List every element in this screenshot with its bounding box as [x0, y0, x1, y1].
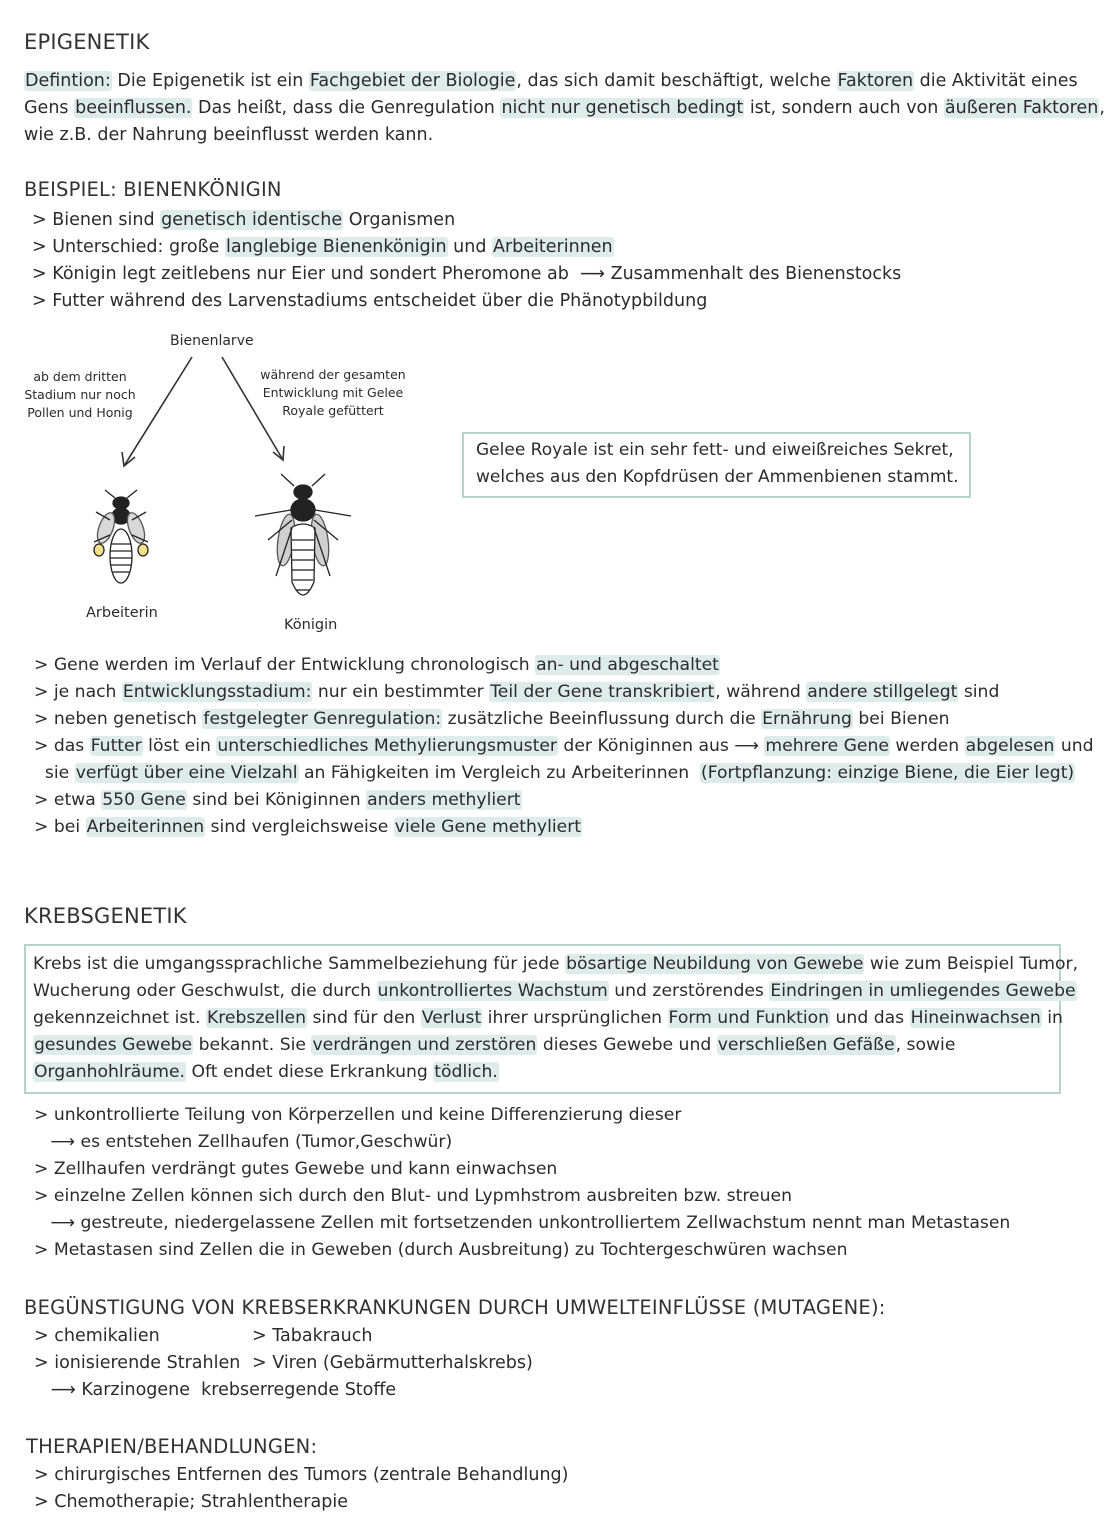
text-run: werden	[889, 736, 965, 756]
text-run: an Fähigkeiten im Vergleich zu Arbeiterinnen	[298, 763, 701, 783]
text-run: > Bienen sind	[32, 210, 161, 230]
text-run: die Aktivität eines	[914, 71, 1078, 91]
text-run: zusätzliche Beeinflussung durch die	[442, 709, 762, 729]
text-run: Wucherung oder Geschwulst, die durch	[33, 981, 377, 1001]
text-run: > etwa	[34, 790, 102, 810]
text-run: nur ein bestimmter	[312, 682, 490, 702]
heading-epigenetik: EPIGENETIK	[24, 30, 150, 54]
highlighted-text: Krebszellen	[206, 1008, 306, 1028]
worker-bee-icon	[94, 490, 148, 583]
krebs-points-list	[34, 1102, 1010, 1264]
text-line	[33, 1032, 1078, 1059]
highlighted-text: nicht nur genetisch bedingt	[501, 98, 744, 118]
text-run: sind vergleichsweise	[205, 817, 394, 837]
text-run: wie z.B. der Nahrung beeinflusst werden kann.	[24, 125, 434, 145]
text-run: ⟶ gestreute, niedergelassene Zellen mit fortsetzenden unkontrolliertem Zellwachstum nennt man Metastasen	[34, 1213, 1011, 1233]
queen-label: Königin	[284, 617, 338, 633]
text-line	[34, 1210, 1010, 1237]
heading-mutagene: BEGÜNSTIGUNG VON KREBSERKRANKUNGEN DURCH UMWELTEINFLÜSSE (MUTAGENE):	[24, 1296, 886, 1319]
therapy-list: > chirurgisches Entfernen des Tumors (zentrale Behandlung) > Chemotherapie; Strahlentherapie	[34, 1465, 569, 1512]
highlighted-text: 550 Gene	[102, 790, 186, 810]
highlighted-text: Hineinwachsen	[910, 1008, 1041, 1028]
text-run: ihrer ursprünglichen	[482, 1008, 668, 1028]
heading-beispiel: BEISPIEL: BIENENKÖNIGIN	[24, 178, 282, 201]
highlighted-text: unterschiedliches Methylierungsmuster	[217, 736, 557, 756]
highlighted-text: gesundes Gewebe	[34, 1035, 193, 1055]
highlighted-text: festgelegter Genregulation:	[203, 709, 442, 729]
text-run: sind bei Königinnen	[186, 790, 367, 810]
text-run: der Königinnen aus ⟶	[557, 736, 765, 756]
worker-label: Arbeiterin	[86, 605, 158, 621]
highlighted-text: Faktoren	[837, 71, 914, 91]
text-line	[34, 787, 1094, 814]
highlighted-text: genetisch identische	[161, 210, 343, 230]
text-run: > Metastasen sind Zellen die in Geweben (durch Ausbreitung) zu Tochtergeschwüren wachsen	[34, 1240, 848, 1260]
text-run: Gens	[24, 98, 75, 118]
text-run: , sowie	[895, 1035, 956, 1055]
highlighted-text: an- und abgeschaltet	[536, 655, 719, 675]
mutagen-list-left: > chemikalien > ionisierende Strahlen	[34, 1326, 241, 1373]
highlighted-text: andere stillgelegt	[807, 682, 958, 702]
highlighted-text: Verlust	[421, 1008, 482, 1028]
highlighted-text: verdrängen und zerstören	[312, 1035, 537, 1055]
text-run: Die Epigenetik ist ein	[111, 71, 309, 91]
text-run: > Unterschied: große	[32, 237, 225, 257]
text-run: > einzelne Zellen können sich durch den Blut- und Lypmhstrom ausbreiten bzw. streuen	[34, 1186, 792, 1206]
text-run: > das	[34, 736, 90, 756]
text-line	[34, 733, 1094, 760]
mutagen-list-right: > Tabakrauch > Viren (Gebärmutterhalskrebs)	[252, 1326, 533, 1373]
highlighted-text: Defintion:	[25, 71, 111, 91]
queen-bee-icon	[255, 474, 351, 595]
text-line	[34, 760, 1094, 787]
text-run: und	[447, 237, 493, 257]
arrow-to-queen	[222, 357, 284, 460]
highlighted-text: äußeren Faktoren	[944, 98, 1099, 118]
text-run: ⟶ es entstehen Zellhaufen (Tumor,Geschwür)	[34, 1132, 453, 1152]
carcinogen-line: ⟶ Karzinogene krebserregende Stoffe	[34, 1380, 397, 1400]
text-run: wie zum Beispiel Tumor,	[864, 954, 1079, 974]
text-run: und	[1055, 736, 1094, 756]
text-run: , während	[715, 682, 807, 702]
heading-krebsgenetik: KREBSGENETIK	[24, 904, 187, 928]
text-run: dieses Gewebe und	[537, 1035, 717, 1055]
bee-diagram	[0, 0, 1080, 660]
highlighted-text: Eindringen in umliegendes Gewebe	[770, 981, 1076, 1001]
highlighted-text: Teil der Gene transkribiert	[490, 682, 715, 702]
text-run: > bei	[34, 817, 86, 837]
text-run: bei Bienen	[852, 709, 950, 729]
text-run: sie	[34, 763, 75, 783]
text-run: sind	[958, 682, 1000, 702]
highlighted-text: viele Gene methyliert	[394, 817, 582, 837]
text-line	[33, 978, 1078, 1005]
right-feeding-note: während der gesamten Entwicklung mit Gelee Royale gefüttert	[260, 367, 406, 418]
highlighted-text: verfügt über eine Vielzahl	[75, 763, 298, 783]
highlighted-text: Form und Funktion	[668, 1008, 830, 1028]
text-run: > unkontrollierte Teilung von Körperzellen und keine Differenzierung dieser	[34, 1105, 682, 1125]
text-line	[34, 1156, 1010, 1183]
text-run: > neben genetisch	[34, 709, 203, 729]
highlighted-text: Entwicklungsstadium:	[122, 682, 312, 702]
text-run: ist, sondern auch von	[744, 98, 944, 118]
text-run: bekannt. Sie	[193, 1035, 312, 1055]
text-line	[34, 1129, 1010, 1156]
text-line	[34, 814, 1094, 841]
text-run: > Futter während des Larvenstadiums entscheidet über die Phänotypbildung	[32, 291, 708, 311]
text-run: > Zellhaufen verdrängt gutes Gewebe und kann einwachsen	[34, 1159, 558, 1179]
text-line	[34, 706, 1094, 733]
text-line	[34, 1102, 1010, 1129]
text-line	[34, 1237, 1010, 1264]
highlighted-text: beeinflussen.	[75, 98, 192, 118]
highlighted-text: Arbeiterinnen	[86, 817, 205, 837]
text-run: > Gene werden im Verlauf der Entwicklung chronologisch	[34, 655, 536, 675]
text-line	[33, 1005, 1078, 1032]
text-run: > Königin legt zeitlebens nur Eier und sondert Pheromone ab ⟶ Zusammenhalt des Bienenstocks	[32, 264, 902, 284]
highlighted-text: unkontrolliertes Wachstum	[377, 981, 608, 1001]
highlighted-text: tödlich.	[434, 1062, 498, 1082]
highlighted-text: Futter	[90, 736, 142, 756]
highlighted-text: Fachgebiet der Biologie	[309, 71, 516, 91]
text-run: > je nach	[34, 682, 122, 702]
highlighted-text: Organhohlräume.	[34, 1062, 185, 1082]
text-line	[34, 652, 1094, 679]
text-run: Organismen	[343, 210, 456, 230]
highlighted-text: verschließen Gefäße	[717, 1035, 895, 1055]
gelee-royale-text: Gelee Royale ist ein sehr fett- und eiweißreiches Sekret, welches aus den Kopfdrüsen der Ammenbienen stammt.	[476, 440, 959, 487]
highlighted-text: bösartige Neubildung von Gewebe	[566, 954, 864, 974]
highlighted-text: langlebige Bienenkönigin	[225, 237, 447, 257]
text-line	[34, 679, 1094, 706]
text-run: Krebs ist die umgangssprachliche Sammelbeziehung für jede	[33, 954, 566, 974]
text-run: sind für den	[306, 1008, 421, 1028]
text-run: in	[1041, 1008, 1063, 1028]
text-run: Oft endet diese Erkrankung	[185, 1062, 434, 1082]
text-run: , das sich damit beschäftigt, welche	[516, 71, 837, 91]
text-run: ,	[1099, 98, 1105, 118]
arrow-to-worker	[122, 357, 192, 466]
highlighted-text: Arbeiterinnen	[493, 237, 613, 257]
text-run: und zerstörendes	[608, 981, 770, 1001]
highlighted-text: (Fortpflanzung: einzige Biene, die Eier legt)	[701, 763, 1075, 783]
text-line	[33, 951, 1078, 978]
text-run: gekennzeichnet ist.	[33, 1008, 206, 1028]
text-run: löst ein	[142, 736, 217, 756]
text-run: und das	[830, 1008, 910, 1028]
left-feeding-note: ab dem dritten Stadium nur noch Pollen und Honig	[24, 369, 136, 420]
highlighted-text: anders methyliert	[367, 790, 521, 810]
highlighted-text: Ernährung	[762, 709, 852, 729]
gene-regulation-list	[34, 652, 1094, 841]
larva-label: Bienenlarve	[170, 333, 254, 349]
text-line	[33, 1059, 1078, 1086]
krebs-definition-text	[33, 951, 1078, 1086]
highlighted-text: abgelesen	[965, 736, 1055, 756]
heading-therapien: THERAPIEN/BEHANDLUNGEN:	[26, 1435, 318, 1458]
text-run: Das heißt, dass die Genregulation	[192, 98, 501, 118]
highlighted-text: mehrere Gene	[765, 736, 889, 756]
text-line	[34, 1183, 1010, 1210]
